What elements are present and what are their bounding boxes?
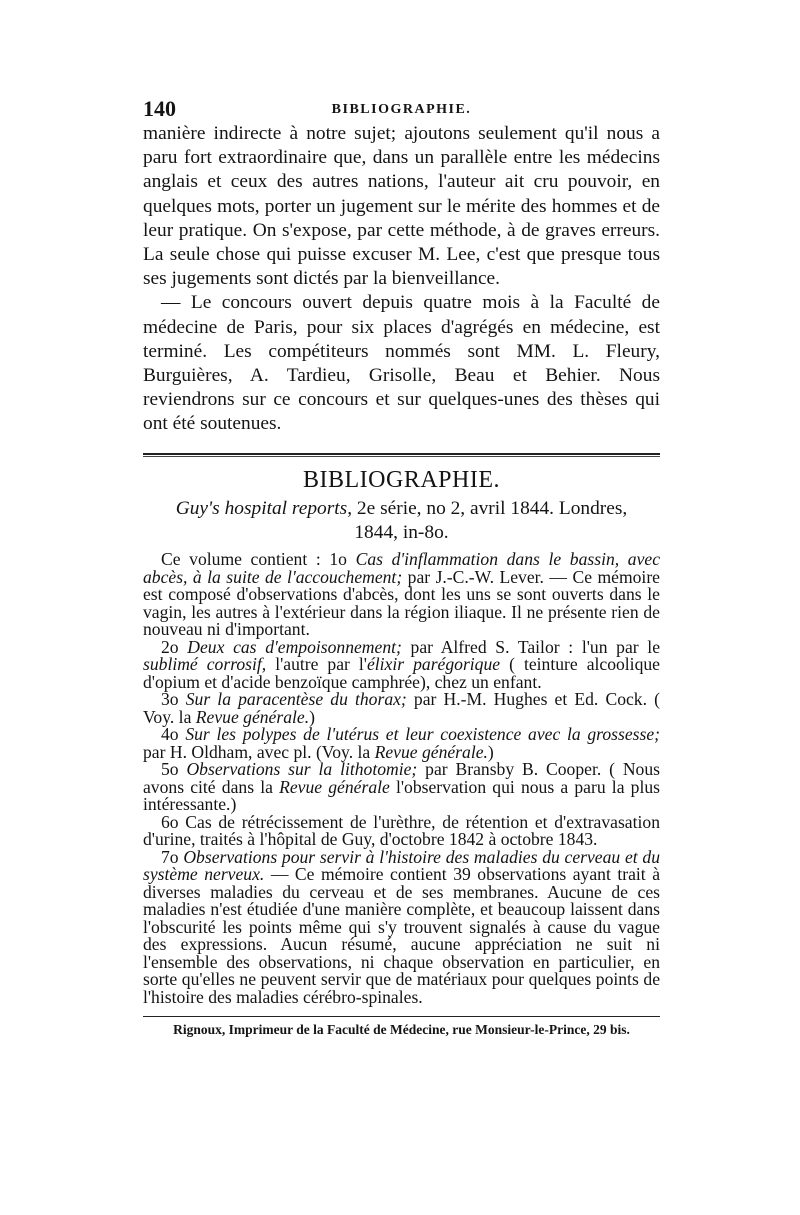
item-3-lead: 3o [161,689,186,710]
item-2-text-c: ( teinture alcoolique d'opium et d'acide benzoïque camphrée), chez un enfant. [143,654,660,692]
item-2-lead: 2o [161,636,188,657]
bibliographic-reference [143,497,660,545]
item-2-title: Deux cas d'empoisonnement; [187,636,402,657]
item-2 [143,636,661,692]
item-3-ref: Revue générale. [195,706,310,727]
item-7-lead: 7o [161,846,184,867]
item-4-ref: Revue générale. [374,741,488,762]
section-title: BIBLIOGRAPHIE. [303,467,500,494]
footer-divider [143,1016,660,1017]
item-3-text-b: ) [309,706,315,727]
section-divider [143,453,660,458]
item-2-term-2: élixir parégorique [366,654,501,675]
paragraph-2: — Le concours ouvert depuis quatre mois à la Faculté de médecine de Paris, pour six places d'agrégés en médecine, est terminé. Les compétiteurs nommés sont MM. L. Fleury, Burguières, A. Tardieu, Grisolle, Beau et Behier. Nous reviendrons sur ce concours et sur quelques-unes des thèses qui ont été soutenues. [143,292,660,435]
item-2-term-1: sublimé corrosif, [143,654,267,675]
item-4-text-a: par H. Oldham, avec pl. (Voy. la [143,741,375,762]
review-body [143,551,660,1006]
item-1-lead: Ce volume contient : 1o [161,549,356,570]
item-4 [143,726,660,761]
reference-line-1 [143,497,660,521]
item-1-text: par J.-C.-W. Lever. — Ce mémoire est composé d'observations d'abcès, dont les uns se sont ouverts dans le vagin, les autres à l'extérieur dans la région iliaque. Il ne présente rien de nouveau ni d'important. [143,566,660,640]
item-1 [143,551,660,639]
item-5 [143,761,660,814]
item-7-title: Observations pour servir à l'histoire des maladies du cerveau et du système nerveux. [143,846,660,885]
item-3 [143,691,660,726]
printer-imprint: Rignoux, Imprimeur de la Faculté de Médecine, rue Monsieur-le-Prince, 29 bis. [173,1022,630,1038]
item-7-text: — Ce mémoire contient 39 observations ayant trait à diverses maladies du cerveau et de ses membranes. Aucune de ces maladies n'est étudiée d'une manière complète, et beaucoup laissent dans l'obscurité les points même qui s'y trouvent signalés à cause du vague des expressions. Aucun résumé, aucune appréciation ne suit ni l'ensemble des observations, ni chaque observation en particulier, en sorte qu'elles ne peuvent servir que de matériaux pour quelques points de l'histoire des maladies cérébro-spinales. [143,864,661,1007]
item-5-text-b: l'observation qui nous a paru la plus intéressante.) [143,776,661,815]
running-head: BIBLIOGRAPHIE. [331,102,472,117]
reference-line-2: 1844, in-8o. [354,522,449,544]
item-3-text-a: par H.-M. Hughes et Ed. Cock. ( Voy. la [143,689,660,727]
reference-title: Guy's hospital reports [175,498,348,520]
item-6: 6o Cas de rétrécissement de l'urèthre, de rétention et d'extravasation d'urine, traités à l'hôpital de Guy, d'octobre 1842 à octobre 1843. [143,811,660,850]
item-5-lead: 5o [161,759,187,780]
item-4-text-b: ) [487,741,494,762]
item-5-ref: Revue générale [279,776,390,797]
item-4-title: Sur les polypes de l'utérus et leur coexistence avec la grossesse; [185,724,661,745]
text-top [143,122,660,437]
item-5-title: Observations sur la lithotomie; [186,759,418,780]
item-1-title: Cas d'inflammation dans le bassin, avec abcès, à la suite de l'accouchement; [143,549,661,587]
item-2-text-a: par Alfred S. Tailor : l'un par le [401,636,661,657]
page-header [143,96,660,122]
item-5-text-a: par Bransby B. Cooper. ( Nous avons cité dans la [143,759,660,797]
page-number: 140 [143,96,176,121]
page [143,96,660,1038]
item-7 [143,846,661,1007]
item-4-lead: 4o [161,724,186,745]
item-2-text-b: l'autre par l' [266,654,367,675]
reference-details: , 2e série, no 2, avril 1844. Londres, [347,498,628,520]
paragraph-1: manière indirecte à notre sujet; ajoutons seulement qu'il nous a paru fort extraordinaire que, dans un parallèle entre les médecins anglais et ceux des autres nations, l'auteur ait cru pouvoir, en quelques mots, porter un jugement sur le mérite des hommes et de leur pratique. On s'expose, par cette méthode, à de graves erreurs. La seule chose qui puisse excuser M. Lee, c'est que presque tous ses jugements sont dictés par la bienveillance. [143,123,660,290]
item-3-title: Sur la paracentèse du thorax; [185,689,407,710]
